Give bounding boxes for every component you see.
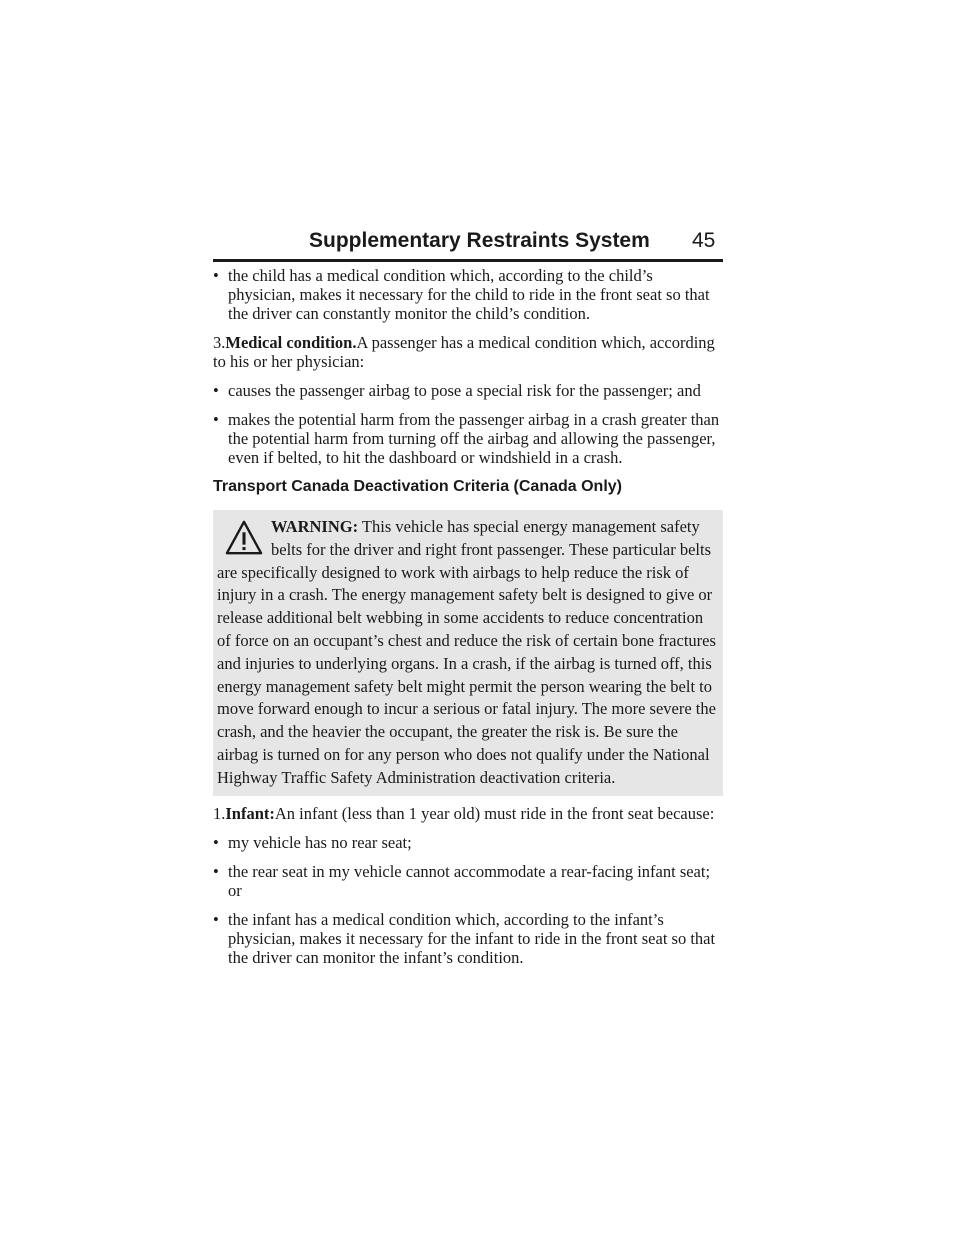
header-rule — [213, 259, 723, 262]
warning-triangle-icon — [225, 518, 263, 558]
item-number: 3. — [213, 333, 226, 352]
warning-box — [213, 510, 723, 796]
bullet-mark: • — [213, 381, 219, 400]
bullet-mark: • — [213, 832, 219, 852]
list-item — [213, 910, 723, 967]
numbered-item-1 — [213, 804, 723, 823]
item-heading: Infant: — [225, 803, 275, 823]
item-text: A passenger has a medical condition which, according to his or her physician: — [213, 333, 715, 371]
page-header-title: Supplementary Restraints System — [309, 229, 650, 252]
list-item-text: causes the passenger airbag to pose a special risk for the passenger; and — [228, 381, 701, 400]
page-number: 45 — [692, 229, 716, 252]
list-item — [213, 266, 723, 323]
list-item — [213, 381, 723, 400]
list-item-text: the rear seat in my vehicle cannot accommodate a rear-facing infant seat; or — [228, 861, 711, 900]
bullet-mark: • — [213, 266, 219, 285]
item-heading: Medical condition. — [225, 333, 357, 352]
bullet-mark: • — [213, 410, 219, 429]
list-item — [213, 410, 723, 467]
list-item-text: my vehicle has no rear seat; — [228, 832, 412, 852]
list-item-text: the infant has a medical condition which, according to the infant’s physician, makes it necessary for the infant to ride in the front seat so that the driver can monitor the infant’s condition. — [228, 909, 716, 967]
item-text: An infant (less than 1 year old) must ride in the front seat because: — [274, 803, 715, 823]
list-item-text: makes the potential harm from the passenger airbag in a crash greater than the potential harm from turning off the airbag and allowing the passenger, even if belted, to hit the dashboard or windshield in a crash. — [228, 410, 720, 467]
warning-text: This vehicle has special energy management safety belts for the driver and right front passenger. These particular belts are specifically designed to work with airbags to help reduce the risk of injury in a crash. The energy management safety belt is designed to give or release additional belt webbing in some accidents to reduce concentration of force on an occupant’s chest and reduce the risk of certain bone fractures and injuries to underlying organs. In a crash, if the airbag is turned off, this energy management safety belt might permit the person wearing the belt to move forward enough to incur a serious or fatal injury. The more severe the crash, and the heavier the occupant, the greater the risk is. Be sure the airbag is turned on for any person who does not qualify under the National Highway Traffic Safety Administration deactivation criteria. — [217, 517, 716, 787]
list-item-text: the child has a medical condition which, according to the child’s physician, makes it necessary for the child to ride in the front seat so that the driver can constantly monitor the child’s condition. — [228, 266, 710, 323]
page-content — [213, 266, 723, 977]
numbered-item-3 — [213, 333, 723, 371]
warning-label: WARNING: — [271, 517, 359, 536]
item-number: 1. — [213, 803, 226, 823]
list-item — [213, 862, 723, 900]
list-item — [213, 833, 723, 852]
section-heading: Transport Canada Deactivation Criteria (Canada Only) — [213, 478, 622, 495]
bullet-mark: • — [213, 909, 219, 929]
bullet-mark: • — [213, 861, 219, 881]
